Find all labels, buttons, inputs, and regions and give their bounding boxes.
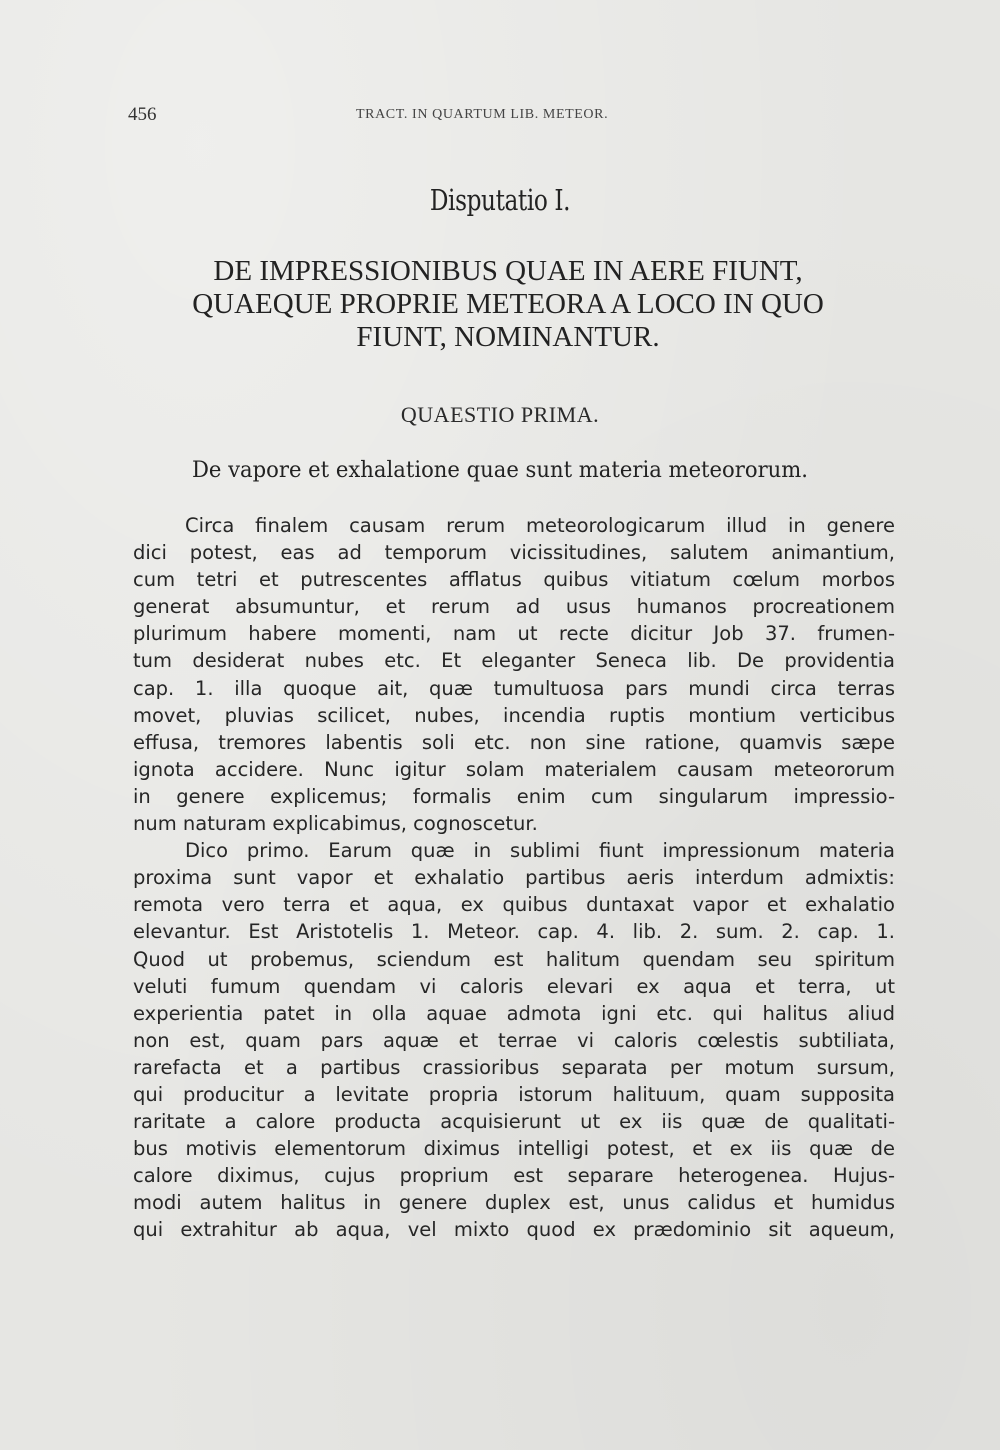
page-number: 456 bbox=[128, 104, 157, 125]
running-head bbox=[128, 104, 888, 128]
text-line: veluti fumum quendam vi caloris elevari ex aqua et terra, ut bbox=[133, 974, 895, 998]
text-line: ignota accidere. Nunc igitur solam materialem causam meteororum bbox=[133, 757, 895, 781]
quaestio-heading: QUAESTIO PRIMA. bbox=[400, 402, 600, 427]
text-line: generat absumuntur, et rerum ad usus humanos procreationem bbox=[133, 595, 895, 619]
main-title-line: QUAEQUE PROPRIE METEORA A LOCO IN QUO bbox=[192, 288, 824, 320]
section-subtitle: De vapore et exhalatione quae sunt materia meteororum. bbox=[191, 458, 809, 483]
text-line: movet, pluvias scilicet, nubes, incendia ruptis montium verticibus bbox=[133, 703, 895, 727]
text-line: Dico primo. Earum quæ in sublimi fiunt impressionum materia bbox=[185, 839, 895, 863]
running-title: TRACT. IN QUARTUM LIB. METEOR. bbox=[356, 107, 609, 122]
text-line: elevantur. Est Aristotelis 1. Meteor. cap. 4. lib. 2. sum. 2. cap. 1. bbox=[133, 920, 895, 944]
text-line: cum tetri et putrescentes afflatus quibus vitiatum cœlum morbos bbox=[133, 568, 895, 592]
text-line: cap. 1. illa quoque ait, quæ tumultuosa pars mundi circa terras bbox=[133, 676, 895, 700]
text-line: non est, quam pars aquæ et terrae vi caloris cœlestis subtiliata, bbox=[133, 1028, 895, 1052]
text-line: calore diximus, cujus proprium est separare heterogenea. Hujus- bbox=[133, 1164, 895, 1188]
main-title-line: DE IMPRESSIONIBUS QUAE IN AERE FIUNT, bbox=[213, 255, 803, 287]
text-line: qui producitur a levitate propria istorum halituum, quam supposita bbox=[133, 1082, 895, 1106]
text-line: plurimum habere momenti, nam ut recte dicitur Job 37. frumen- bbox=[133, 622, 895, 646]
text-line: Circa finalem causam rerum meteorologicarum illud in genere bbox=[185, 514, 895, 537]
text-line: bus motivis elementorum diximus intelligi potest, et ex iis quæ de bbox=[133, 1137, 895, 1161]
text-line: num naturam explicabimus, cognoscetur. bbox=[133, 812, 538, 836]
disputatio-heading: Disputatio I. bbox=[429, 183, 571, 217]
text-line: effusa, tremores labentis soli etc. non sine ratione, quamvis sæpe bbox=[133, 730, 895, 754]
main-title bbox=[118, 255, 898, 354]
text-line: modi autem halitus in genere duplex est, unus calidus et humidus bbox=[133, 1191, 895, 1215]
body-text bbox=[133, 512, 895, 1244]
text-line: experientia patet in olla aquae admota igni etc. qui halitus aliud bbox=[133, 1001, 895, 1025]
text-line: qui extrahitur ab aqua, vel mixto quod ex prædominio sit aqueum, bbox=[133, 1218, 895, 1242]
text-line: raritate a calore producta acquisierunt ut ex iis quæ de qualitati- bbox=[133, 1110, 895, 1134]
text-line: tum desiderat nubes etc. Et eleganter Seneca lib. De providentia bbox=[133, 649, 895, 673]
text-line: rarefacta et a partibus crassioribus separata per motum sursum, bbox=[133, 1055, 895, 1079]
text-line: remota vero terra et aqua, ex quibus duntaxat vapor et exhalatio bbox=[133, 893, 895, 917]
text-line: proxima sunt vapor et exhalatio partibus aeris interdum admixtis: bbox=[133, 866, 895, 890]
main-title-line: FIUNT, NOMINANTUR. bbox=[356, 321, 660, 353]
text-line: in genere explicemus; formalis enim cum singularum impressio- bbox=[133, 784, 895, 808]
text-line: Quod ut probemus, sciendum est halitum quendam seu spiritum bbox=[133, 947, 895, 971]
text-line: dici potest, eas ad temporum vicissitudines, salutem animantium, bbox=[133, 541, 895, 565]
